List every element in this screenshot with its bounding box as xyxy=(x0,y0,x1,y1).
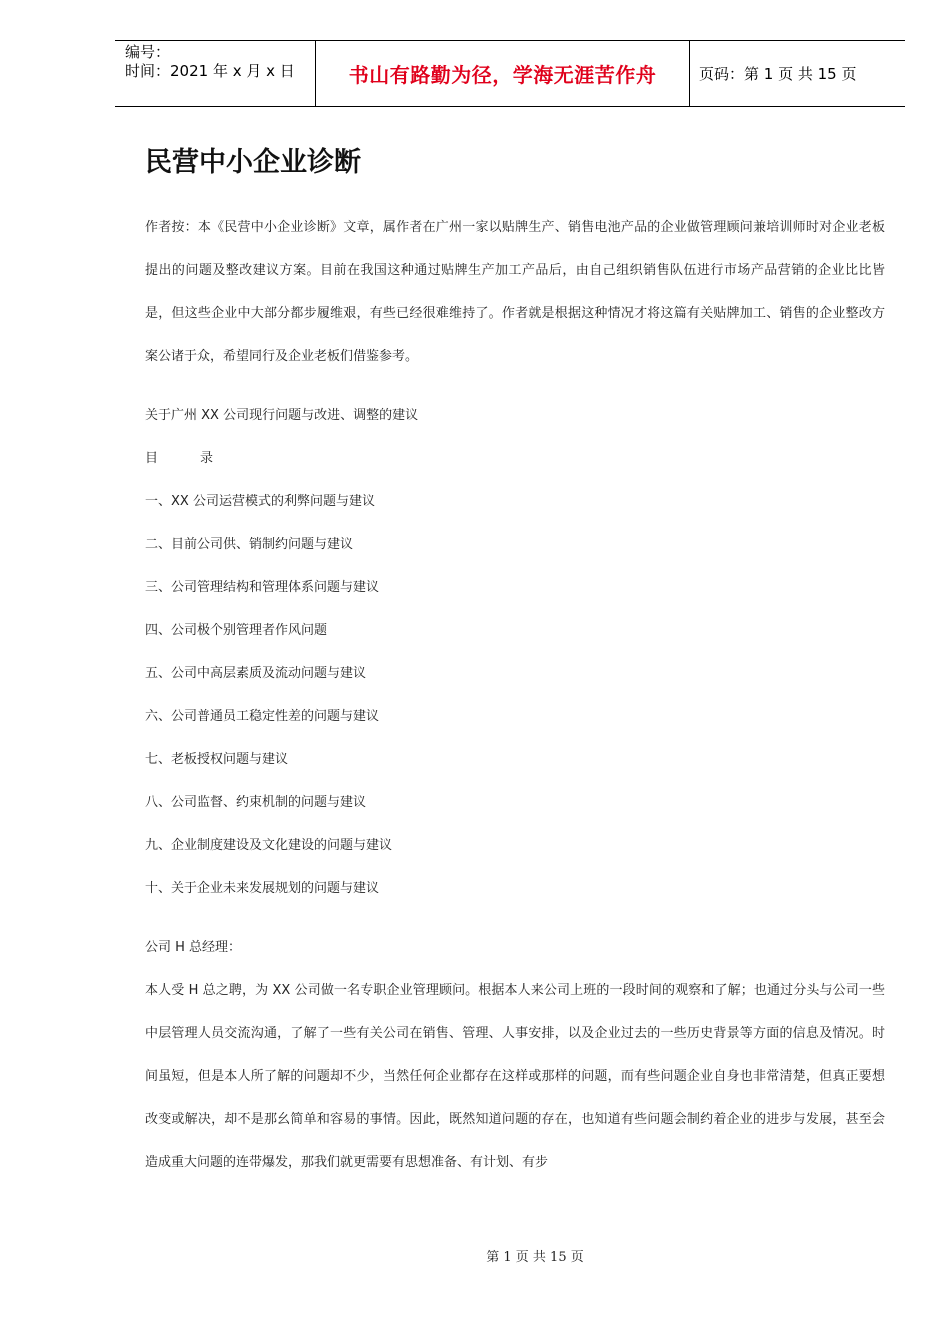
toc-heading-part: 录 xyxy=(200,451,214,466)
toc-item: 一、XX 公司运营模式的利弊问题与建议 xyxy=(145,494,375,509)
header-page-info: 页码：第 1 页 共 15 页 xyxy=(699,65,857,83)
page-footer: 第 1 页 共 15 页 xyxy=(486,1250,584,1265)
header-meta xyxy=(125,43,315,81)
toc-heading xyxy=(145,437,885,480)
toc-item: 六、公司普通员工稳定性差的问题与建议 xyxy=(145,709,380,724)
toc-item: 七、老板授权问题与建议 xyxy=(145,752,289,767)
page-header xyxy=(115,40,905,107)
code-label: 编号： xyxy=(125,43,171,61)
header-divider xyxy=(689,41,690,106)
toc-item: 八、公司监督、约束机制的问题与建议 xyxy=(145,795,367,810)
toc-heading-part: 目 xyxy=(145,451,159,466)
toc-item: 四、公司极个别管理者作风问题 xyxy=(145,623,328,638)
table-of-contents xyxy=(145,480,885,910)
document-title: 民营中小企业诊断 xyxy=(145,147,361,178)
header-motto: 书山有路勤为径，学海无涯苦作舟 xyxy=(348,63,657,87)
toc-item: 五、公司中高层素质及流动问题与建议 xyxy=(145,666,367,681)
toc-item: 九、企业制度建设及文化建设的问题与建议 xyxy=(145,838,393,853)
document-body xyxy=(145,140,885,1184)
author-note: 作者按：本《民营中小企业诊断》文章，属作者在广州一家以贴牌生产、销售电池产品的企业做管理顾问兼培训师时对企业老板提出的问题及整改建议方案。目前在我国这种通过贴牌生产加工产品后，由自己组织销售队伍进行市场产品营销的企业比比皆是，但这些企业中大部分都步履维艰，有些已经很难维持了。作者就是根据这种情况才将这篇有关贴牌加工、销售的企业整改方案公诸于众，希望同行及企业老板们借鉴参考。 xyxy=(145,220,885,364)
document-subtitle: 关于广州 XX 公司现行问题与改进、调整的建议 xyxy=(145,408,419,423)
body-paragraph: 本人受 H 总之聘，为 XX 公司做一名专职企业管理顾问。根据本人来公司上班的一段时间的观察和了解；也通过分头与公司一些中层管理人员交流沟通，了解了一些有关公司在销售、管理、人事安排，以及企业过去的一些历史背景等方面的信息及情况。时间虽短，但是本人所了解的问题却不少，当然任何企业都存在这样或那样的问题，而有些问题企业自身也非常清楚，但真正要想改变或解决，却不是那幺简单和容易的事情。因此，既然知道问题的存在，也知道有些问题会制约着企业的进步与发展，甚至会造成重大问题的连带爆发，那我们就更需要有思想准备、有计划、有步 xyxy=(145,983,885,1170)
toc-item: 二、目前公司供、销制约问题与建议 xyxy=(145,537,354,552)
date-label: 时间：2021 年 x 月 x 日 xyxy=(125,62,295,80)
salutation: 公司 H 总经理： xyxy=(145,940,242,955)
toc-item: 三、公司管理结构和管理体系问题与建议 xyxy=(145,580,380,595)
toc-item: 十、关于企业未来发展规划的问题与建议 xyxy=(145,881,380,896)
